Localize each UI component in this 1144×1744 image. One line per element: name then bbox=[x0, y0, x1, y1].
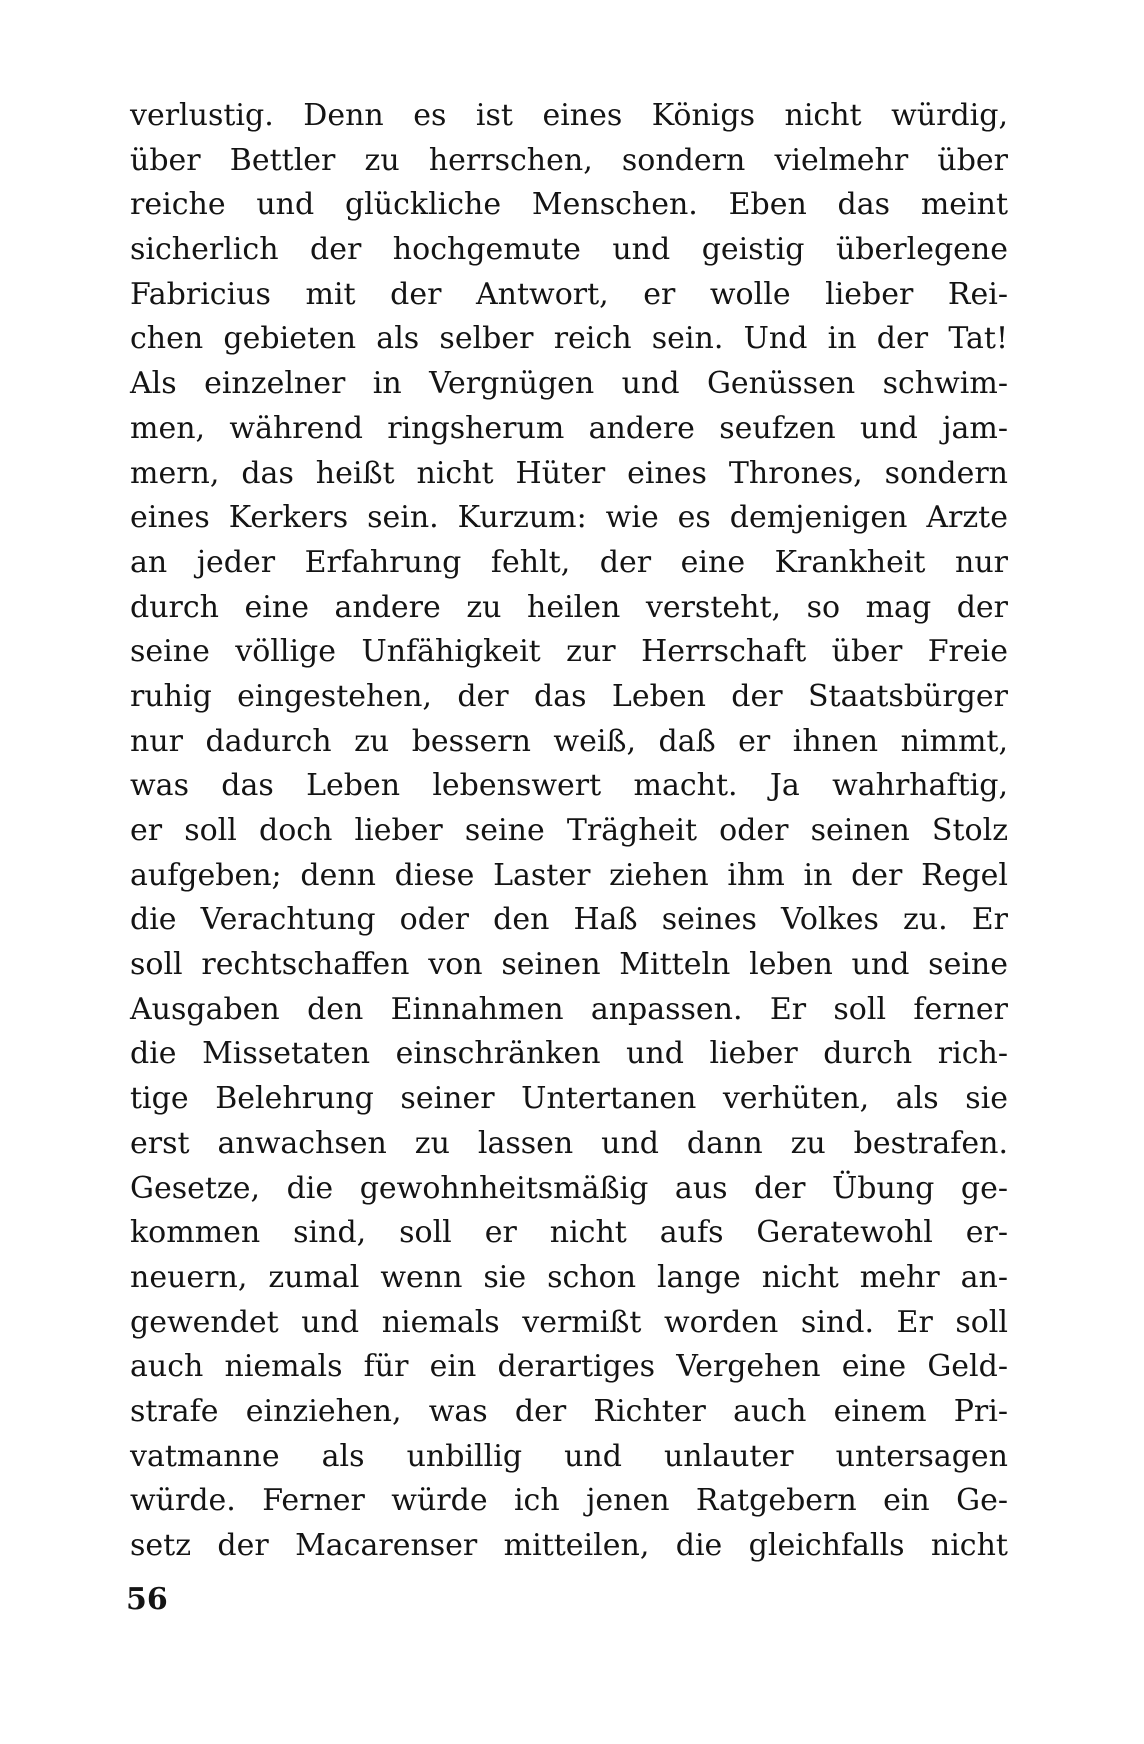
text-line: ruhig eingestehen, der das Leben der Staatsbürger bbox=[130, 678, 1008, 714]
text-line: neuern, zumal wenn sie schon lange nicht mehr an- bbox=[130, 1259, 1008, 1295]
text-line: sicherlich der hochgemute und geistig überlegene bbox=[130, 232, 1008, 268]
text-line: die Missetaten einschränken und lieber durch rich- bbox=[130, 1036, 1008, 1072]
text-line: würde. Ferner würde ich jenen Ratgebern ein Ge- bbox=[130, 1483, 1008, 1519]
text-line: erst anwachsen zu lassen und dann zu bestrafen. bbox=[130, 1125, 1008, 1161]
text-line: tige Belehrung seiner Untertanen verhüten, als sie bbox=[130, 1081, 1008, 1117]
text-line: nur dadurch zu bessern weiß, daß er ihnen nimmt, bbox=[130, 723, 1008, 759]
text-line: vatmanne als unbillig und unlauter untersagen bbox=[130, 1438, 1008, 1474]
text-line: durch eine andere zu heilen versteht, so mag der bbox=[130, 589, 1008, 625]
text-line: die Verachtung oder den Haß seines Volkes zu. Er bbox=[130, 902, 1008, 938]
text-line: er soll doch lieber seine Trägheit oder seinen Stolz bbox=[130, 813, 1008, 848]
text-line: was das Leben lebenswert macht. Ja wahrhaftig, bbox=[130, 768, 1008, 804]
text-line: auch niemals für ein derartiges Vergehen eine Geld- bbox=[130, 1349, 1008, 1385]
text-line: kommen sind, soll er nicht aufs Geratewohl er- bbox=[130, 1215, 1008, 1251]
text-line: eines Kerkers sein. Kurzum: wie es demjenigen Arzte bbox=[130, 500, 1008, 536]
text-line: an jeder Erfahrung fehlt, der eine Krankheit nur bbox=[130, 544, 1008, 580]
text-line: chen gebieten als selber reich sein. Und in der Tat! bbox=[130, 321, 1008, 357]
text-line: setz der Macarenser mitteilen, die gleichfalls nicht bbox=[130, 1528, 1008, 1563]
text-line: gewendet und niemals vermißt worden sind. Er soll bbox=[130, 1304, 1008, 1340]
text-line: men, während ringsherum andere seufzen und jam- bbox=[130, 410, 1008, 446]
text-line: über Bettler zu herrschen, sondern vielmehr über bbox=[130, 142, 1008, 178]
text-line: soll rechtschaffen von seinen Mitteln leben und seine bbox=[130, 947, 1008, 983]
text-line: seine völlige Unfähigkeit zur Herrschaft über Freie bbox=[130, 634, 1008, 670]
text-line: aufgeben; denn diese Laster ziehen ihm in der Regel bbox=[130, 857, 1008, 893]
text-line: Als einzelner in Vergnügen und Genüssen schwim- bbox=[130, 366, 1008, 402]
text-line: reiche und glückliche Menschen. Eben das meint bbox=[130, 187, 1008, 223]
text-line: verlustig. Denn es ist eines Königs nicht würdig, bbox=[130, 98, 1008, 133]
text-line: Gesetze, die gewohnheitsmäßig aus der Übung ge- bbox=[130, 1170, 1008, 1206]
text-line: strafe einziehen, was der Richter auch einem Pri- bbox=[130, 1393, 1008, 1429]
page-number: 56 bbox=[126, 1582, 168, 1617]
text-line: mern, das heißt nicht Hüter eines Thrones, sondern bbox=[130, 455, 1008, 491]
text-line: Ausgaben den Einnahmen anpassen. Er soll ferner bbox=[130, 991, 1008, 1027]
body-text bbox=[130, 94, 1008, 1569]
text-line: Fabricius mit der Antwort, er wolle lieber Rei- bbox=[130, 276, 1008, 312]
